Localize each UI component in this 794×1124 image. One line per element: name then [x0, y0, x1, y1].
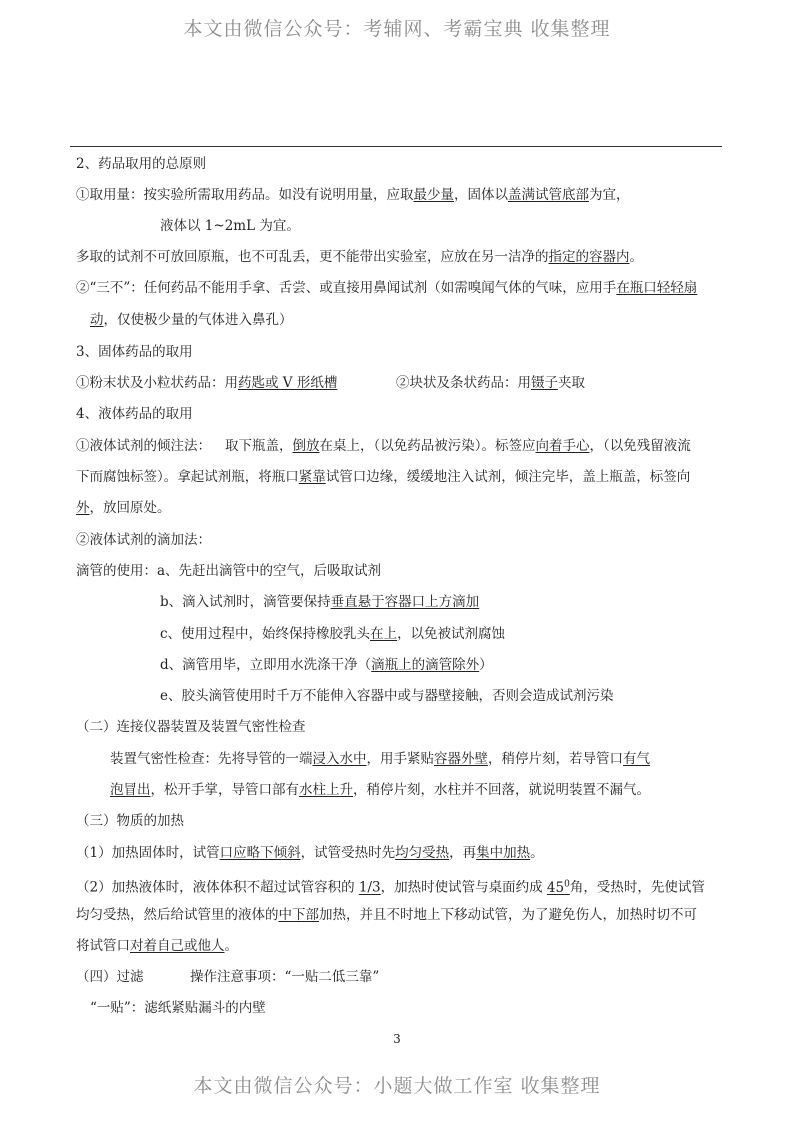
text-line: （1）加热固体时，试管口应略下倾斜，试管受热时先均匀受热，再集中加热。	[76, 845, 544, 861]
text-line: 均匀受热，然后给试管里的液体的中下部加热，并且不时地上下移动试管，为了避免伤人，加热时切不可	[76, 907, 697, 923]
text-line: ①液体试剂的倾注法： 取下瓶盖，倒放在桌上，（以免药品被污染）。标签应向着手心，（以免残留液流	[76, 438, 691, 454]
text-line: 动，仅使极少量的气体进入鼻孔）	[90, 312, 293, 328]
text-line: “一贴”：滤纸紧贴漏斗的内壁	[90, 1000, 266, 1016]
watermark-top: 本文由微信公众号：考辅网、考霸宝典 收集整理	[183, 18, 611, 40]
heading-solid-drugs: 3、固体药品的取用	[76, 344, 193, 360]
text-line: 操作注意事项：“一贴二低三靠”	[190, 969, 380, 985]
text-line: （2）加热液体时，液体体积不超过试管容积的 1/3，加热时使试管与桌面约成 $45^0$角，受热时，先使试管	[76, 879, 705, 896]
text-line: ①取用量：按实验所需取用药品。如没有说明用量，应取最少量，固体以盖满试管底部为宜，	[76, 187, 630, 203]
watermark-bottom: 本文由微信公众号：小题大做工作室 收集整理	[193, 1075, 601, 1097]
text-line: ②“三不”：任何药品不能用手拿、舌尝、或直接用鼻闻试剂（如需嗅闻气体的气味，应用手在瓶口轻轻扇	[76, 280, 698, 296]
text-line: d、滴管用毕，立即用水洗涤干净（滴瓶上的滴管除外）	[160, 657, 493, 673]
text-line: b、滴入试剂时，滴管要保持垂直悬于容器口上方滴加	[160, 594, 480, 610]
heading-filtration: （四）过滤	[76, 969, 144, 985]
text-line: 泡冒出，松开手掌，导管口部有水柱上升，稍停片刻，水柱并不回落，就说明装置不漏气。	[110, 782, 650, 798]
text-line: 外，放回原处。	[76, 500, 171, 516]
text-line: c、使用过程中，始终保持橡胶乳头在上，以免被试剂腐蚀	[160, 626, 506, 642]
heading-general-principles: 2、药品取用的总原则	[76, 156, 207, 172]
text-line: 下而腐蚀标签）。拿起试剂瓶，将瓶口紧靠试管口边缘，缓缓地注入试剂，倾注完毕，盖上瓶盖，标签向	[76, 469, 691, 485]
text-line: 将试管口对着自己或他人。	[76, 938, 238, 954]
text-line: 滴管的使用：a、先赶出滴管中的空气，后吸取试剂	[76, 563, 382, 579]
text-line: 装置气密性检查：先将导管的一端浸入水中，用手紧贴容器外壁，稍停片刻，若导管口有气	[110, 751, 650, 767]
text-line: 液体以 1~2mL 为宜。	[160, 218, 300, 234]
text-line: 多取的试剂不可放回原瓶，也不可乱丢，更不能带出实验室，应放在另一洁净的指定的容器内。	[76, 249, 643, 265]
text-line: e、胶头滴管使用时千万不能伸入容器中或与器壁接触，否则会造成试剂污染	[160, 688, 614, 704]
page-number: 3	[393, 1032, 401, 1046]
heading-heating: （三）物质的加热	[76, 813, 184, 829]
text-line: ②块状及条状药品：用镊子夹取	[396, 375, 585, 391]
heading-liquid-drugs: 4、液体药品的取用	[76, 406, 193, 422]
text-line: ①粉末状及小粒状药品：用药匙或 V 形纸槽	[76, 375, 338, 391]
header-rule	[70, 146, 722, 147]
text-line: ②液体试剂的滴加法：	[76, 532, 211, 548]
heading-apparatus: （二）连接仪器装置及装置气密性检查	[76, 719, 306, 735]
